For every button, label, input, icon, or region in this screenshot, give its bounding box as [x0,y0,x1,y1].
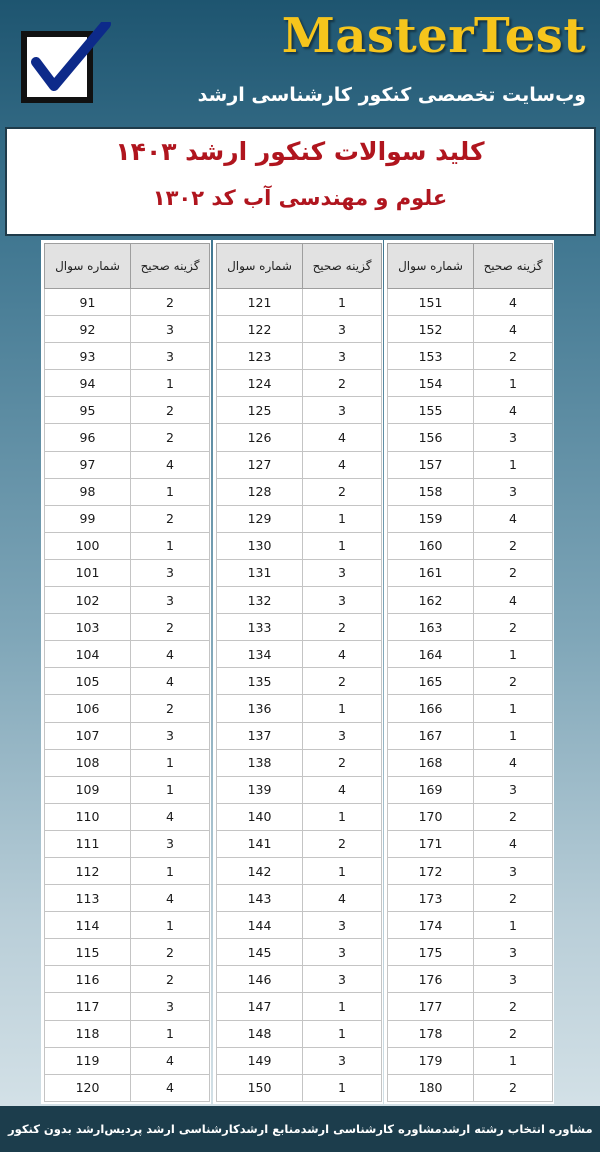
table-row [45,885,210,912]
question-number-cell: 110 [45,803,131,830]
answer-cell: 3 [131,343,210,370]
question-number-cell: 123 [217,343,303,370]
table-row [217,505,382,532]
table-row [388,316,553,343]
answer-cell: 3 [303,939,382,966]
answer-cell: 2 [474,668,553,695]
table-row [217,749,382,776]
question-number-cell: 136 [217,695,303,722]
answer-cell: 3 [303,587,382,614]
table-row [45,370,210,397]
table-row [388,532,553,559]
answer-cell: 3 [131,993,210,1020]
answer-cell: 1 [131,370,210,397]
answer-cell: 3 [303,559,382,586]
question-number-cell: 92 [45,316,131,343]
answer-cell: 3 [303,397,382,424]
answer-cell: 1 [474,695,553,722]
answer-cell: 3 [474,424,553,451]
answer-cell: 4 [131,803,210,830]
question-number-cell: 94 [45,370,131,397]
question-number-cell: 176 [388,966,474,993]
table-row [45,343,210,370]
question-number-cell: 106 [45,695,131,722]
question-number-cell: 133 [217,614,303,641]
table-row [217,1047,382,1074]
table-row [217,912,382,939]
answer-cell: 2 [474,532,553,559]
table-row [388,857,553,884]
answer-cell: 4 [131,451,210,478]
answer-cell: 2 [131,695,210,722]
question-number-cell: 166 [388,695,474,722]
table-row [45,803,210,830]
table-row [388,424,553,451]
question-number-cell: 161 [388,559,474,586]
footer-link-entekhab-reshte[interactable]: مشاوره انتخاب رشته ارشد [441,1122,593,1136]
table-row [45,993,210,1020]
answer-cell: 1 [303,803,382,830]
table-row [388,939,553,966]
footer-link-manabe[interactable]: منابع ارشد [239,1122,301,1136]
table-row [217,451,382,478]
header-answer: گزینه صحیح [303,244,382,289]
question-number-cell: 104 [45,641,131,668]
table-row [45,559,210,586]
question-number-cell: 102 [45,587,131,614]
table-row [388,1020,553,1047]
table-row [217,316,382,343]
answer-cell: 1 [303,289,382,316]
brand-name[interactable]: MasterTest [281,8,586,64]
question-number-cell: 163 [388,614,474,641]
answer-cell: 3 [303,343,382,370]
table-row [217,939,382,966]
question-number-cell: 117 [45,993,131,1020]
question-number-cell: 164 [388,641,474,668]
answer-cell: 3 [474,857,553,884]
table-row [45,397,210,424]
table-row [45,749,210,776]
question-number-cell: 128 [217,478,303,505]
table-row [217,722,382,749]
checkbox-check-icon[interactable] [20,22,102,104]
table-row [217,587,382,614]
answer-cell: 4 [474,505,553,532]
table-row [388,289,553,316]
question-number-cell: 167 [388,722,474,749]
answer-table-panel-1 [384,240,554,1104]
table-row [217,532,382,559]
answer-cell: 2 [131,397,210,424]
question-number-cell: 158 [388,478,474,505]
footer-link-pardis[interactable]: کارشناسی ارشد پردیس [104,1122,240,1136]
question-number-cell: 132 [217,587,303,614]
answer-cell: 1 [474,641,553,668]
question-number-cell: 170 [388,803,474,830]
answer-cell: 2 [474,1020,553,1047]
table-row [388,1047,553,1074]
answer-cell: 1 [131,857,210,884]
table-row [217,966,382,993]
answer-table-panel-2 [213,240,383,1104]
answer-cell: 1 [131,776,210,803]
table-row [388,668,553,695]
question-number-cell: 130 [217,532,303,559]
question-number-cell: 125 [217,397,303,424]
table-row [388,695,553,722]
site-header [0,0,600,124]
answer-cell: 3 [303,316,382,343]
table-row [217,857,382,884]
table-row [388,451,553,478]
table-row [388,912,553,939]
table-row [45,912,210,939]
answer-cell: 4 [303,641,382,668]
answer-cell: 2 [474,343,553,370]
table-row [217,397,382,424]
table-row [388,885,553,912]
table-row [45,830,210,857]
answer-cell: 2 [131,289,210,316]
answer-cell: 3 [303,966,382,993]
answer-cell: 4 [131,885,210,912]
table-row [388,803,553,830]
table-row [45,776,210,803]
table-row [388,343,553,370]
answer-cell: 4 [131,668,210,695]
question-number-cell: 101 [45,559,131,586]
answer-cell: 1 [474,722,553,749]
answer-cell: 4 [474,587,553,614]
header-answer: گزینه صحیح [131,244,210,289]
question-number-cell: 98 [45,478,131,505]
question-number-cell: 141 [217,830,303,857]
table-row [217,370,382,397]
question-number-cell: 143 [217,885,303,912]
answer-cell: 4 [474,749,553,776]
answer-cell: 1 [131,1020,210,1047]
question-number-cell: 144 [217,912,303,939]
footer-link-arshad-bedoon-konkur[interactable]: ارشد بدون کنکور [8,1122,105,1136]
table-row [217,803,382,830]
question-number-cell: 119 [45,1047,131,1074]
question-number-cell: 165 [388,668,474,695]
question-number-cell: 174 [388,912,474,939]
table-row [217,559,382,586]
table-row [217,695,382,722]
question-number-cell: 172 [388,857,474,884]
answer-table-panel-3 [41,240,211,1104]
table-row [45,641,210,668]
table-row [45,316,210,343]
question-number-cell: 96 [45,424,131,451]
question-number-cell: 151 [388,289,474,316]
answer-cell: 1 [131,912,210,939]
question-number-cell: 120 [45,1074,131,1101]
answer-cell: 2 [474,803,553,830]
answer-cell: 3 [131,559,210,586]
question-number-cell: 112 [45,857,131,884]
question-number-cell: 159 [388,505,474,532]
table-row [45,451,210,478]
table-row [45,966,210,993]
answer-cell: 3 [474,966,553,993]
question-number-cell: 100 [45,532,131,559]
question-number-cell: 139 [217,776,303,803]
question-number-cell: 105 [45,668,131,695]
question-number-cell: 116 [45,966,131,993]
question-number-cell: 91 [45,289,131,316]
question-number-cell: 111 [45,830,131,857]
question-number-cell: 127 [217,451,303,478]
table-row [45,478,210,505]
answer-cell: 3 [474,776,553,803]
answer-table-3 [44,243,210,1102]
question-number-cell: 155 [388,397,474,424]
answer-cell: 1 [303,857,382,884]
table-row [388,830,553,857]
table-row [388,641,553,668]
answer-cell: 4 [131,1047,210,1074]
question-number-cell: 137 [217,722,303,749]
answer-cell: 2 [474,559,553,586]
table-row [388,966,553,993]
question-number-cell: 178 [388,1020,474,1047]
table-row [45,424,210,451]
answer-cell: 1 [303,695,382,722]
question-number-cell: 99 [45,505,131,532]
answer-cell: 2 [131,505,210,532]
table-row [388,722,553,749]
question-number-cell: 138 [217,749,303,776]
table-row [217,289,382,316]
question-number-cell: 152 [388,316,474,343]
table-row [388,614,553,641]
table-row [388,397,553,424]
answer-cell: 3 [474,478,553,505]
table-row [45,1074,210,1101]
table-row [45,668,210,695]
answer-cell: 2 [474,1074,553,1101]
table-row [388,1074,553,1101]
question-number-cell: 168 [388,749,474,776]
page-title: کلید سوالات کنکور ارشد ۱۴۰۳ [115,137,485,166]
question-number-cell: 97 [45,451,131,478]
table-row [45,532,210,559]
question-number-cell: 109 [45,776,131,803]
table-row [217,641,382,668]
answer-cell: 2 [131,614,210,641]
site-tagline: وب‌سایت تخصصی کنکور کارشناسی ارشد [197,84,586,106]
answer-cell: 2 [131,424,210,451]
question-number-cell: 175 [388,939,474,966]
answer-cell: 1 [303,505,382,532]
answer-cell: 2 [303,749,382,776]
answer-table-2 [216,243,382,1102]
question-number-cell: 121 [217,289,303,316]
answer-cell: 4 [474,397,553,424]
question-number-cell: 147 [217,993,303,1020]
question-number-cell: 162 [388,587,474,614]
table-row [217,478,382,505]
question-number-cell: 122 [217,316,303,343]
table-row [217,776,382,803]
table-row [217,993,382,1020]
answer-cell: 2 [303,370,382,397]
table-row [45,587,210,614]
header-question-number: شماره سوال [217,244,303,289]
answer-cell: 1 [303,993,382,1020]
table-row [45,505,210,532]
table-row [388,776,553,803]
table-row [45,289,210,316]
question-number-cell: 113 [45,885,131,912]
table-row [45,1047,210,1074]
question-number-cell: 157 [388,451,474,478]
header-question-number: شماره سوال [388,244,474,289]
answer-cell: 2 [474,614,553,641]
table-row [388,587,553,614]
answer-cell: 4 [131,641,210,668]
answer-cell: 2 [131,966,210,993]
table-row [217,885,382,912]
answer-cell: 3 [131,830,210,857]
table-row [45,695,210,722]
question-number-cell: 142 [217,857,303,884]
table-row [388,559,553,586]
table-row [217,830,382,857]
answer-cell: 3 [303,1047,382,1074]
answer-cell: 1 [131,478,210,505]
table-row [217,668,382,695]
answer-cell: 1 [303,1020,382,1047]
question-number-cell: 126 [217,424,303,451]
table-row [45,614,210,641]
question-number-cell: 156 [388,424,474,451]
answer-cell: 1 [131,749,210,776]
table-row [388,749,553,776]
question-number-cell: 140 [217,803,303,830]
answer-cell: 4 [131,1074,210,1101]
answer-cell: 1 [474,1047,553,1074]
answer-cell: 1 [474,912,553,939]
question-number-cell: 107 [45,722,131,749]
answer-cell: 1 [131,532,210,559]
table-row [45,857,210,884]
answer-cell: 4 [303,424,382,451]
answer-cell: 1 [303,532,382,559]
question-number-cell: 180 [388,1074,474,1101]
answer-cell: 3 [303,912,382,939]
question-number-cell: 124 [217,370,303,397]
answer-cell: 4 [474,289,553,316]
footer-nav [0,1106,600,1152]
answer-cell: 3 [131,316,210,343]
question-number-cell: 115 [45,939,131,966]
question-number-cell: 148 [217,1020,303,1047]
question-number-cell: 150 [217,1074,303,1101]
answer-cell: 4 [474,316,553,343]
answer-cell: 3 [474,939,553,966]
question-number-cell: 177 [388,993,474,1020]
question-number-cell: 118 [45,1020,131,1047]
question-number-cell: 134 [217,641,303,668]
answer-cell: 3 [303,722,382,749]
table-row [217,424,382,451]
answer-cell: 1 [474,370,553,397]
answer-cell: 2 [303,668,382,695]
answer-cell: 1 [474,451,553,478]
question-number-cell: 153 [388,343,474,370]
page-subtitle: علوم و مهندسی آب کد ۱۳۰۲ [152,186,448,210]
answer-cell: 2 [303,478,382,505]
question-number-cell: 129 [217,505,303,532]
question-number-cell: 108 [45,749,131,776]
answer-cell: 4 [303,776,382,803]
question-number-cell: 135 [217,668,303,695]
question-number-cell: 145 [217,939,303,966]
question-number-cell: 131 [217,559,303,586]
answer-cell: 2 [131,939,210,966]
answer-cell: 2 [474,993,553,1020]
table-row [388,370,553,397]
table-row [217,1074,382,1101]
question-number-cell: 179 [388,1047,474,1074]
answer-cell: 4 [303,885,382,912]
question-number-cell: 169 [388,776,474,803]
answer-cell: 2 [474,885,553,912]
question-number-cell: 146 [217,966,303,993]
table-row [45,939,210,966]
table-row [217,1020,382,1047]
question-number-cell: 149 [217,1047,303,1074]
table-row [217,614,382,641]
table-row [388,993,553,1020]
answer-cell: 4 [303,451,382,478]
answer-cell: 3 [131,587,210,614]
header-question-number: شماره سوال [45,244,131,289]
answer-table-1 [387,243,553,1102]
question-number-cell: 103 [45,614,131,641]
answer-cell: 4 [474,830,553,857]
question-number-cell: 171 [388,830,474,857]
answer-cell: 2 [303,614,382,641]
table-row [217,343,382,370]
question-number-cell: 173 [388,885,474,912]
question-number-cell: 160 [388,532,474,559]
question-number-cell: 114 [45,912,131,939]
table-row [45,722,210,749]
answer-cell: 2 [303,830,382,857]
table-row [388,505,553,532]
question-number-cell: 154 [388,370,474,397]
question-number-cell: 95 [45,397,131,424]
header-answer: گزینه صحیح [474,244,553,289]
table-row [388,478,553,505]
question-number-cell: 93 [45,343,131,370]
footer-link-moshavere[interactable]: مشاوره کارشناسی ارشد [300,1122,442,1136]
answer-cell: 1 [303,1074,382,1101]
answer-cell: 3 [131,722,210,749]
table-row [45,1020,210,1047]
